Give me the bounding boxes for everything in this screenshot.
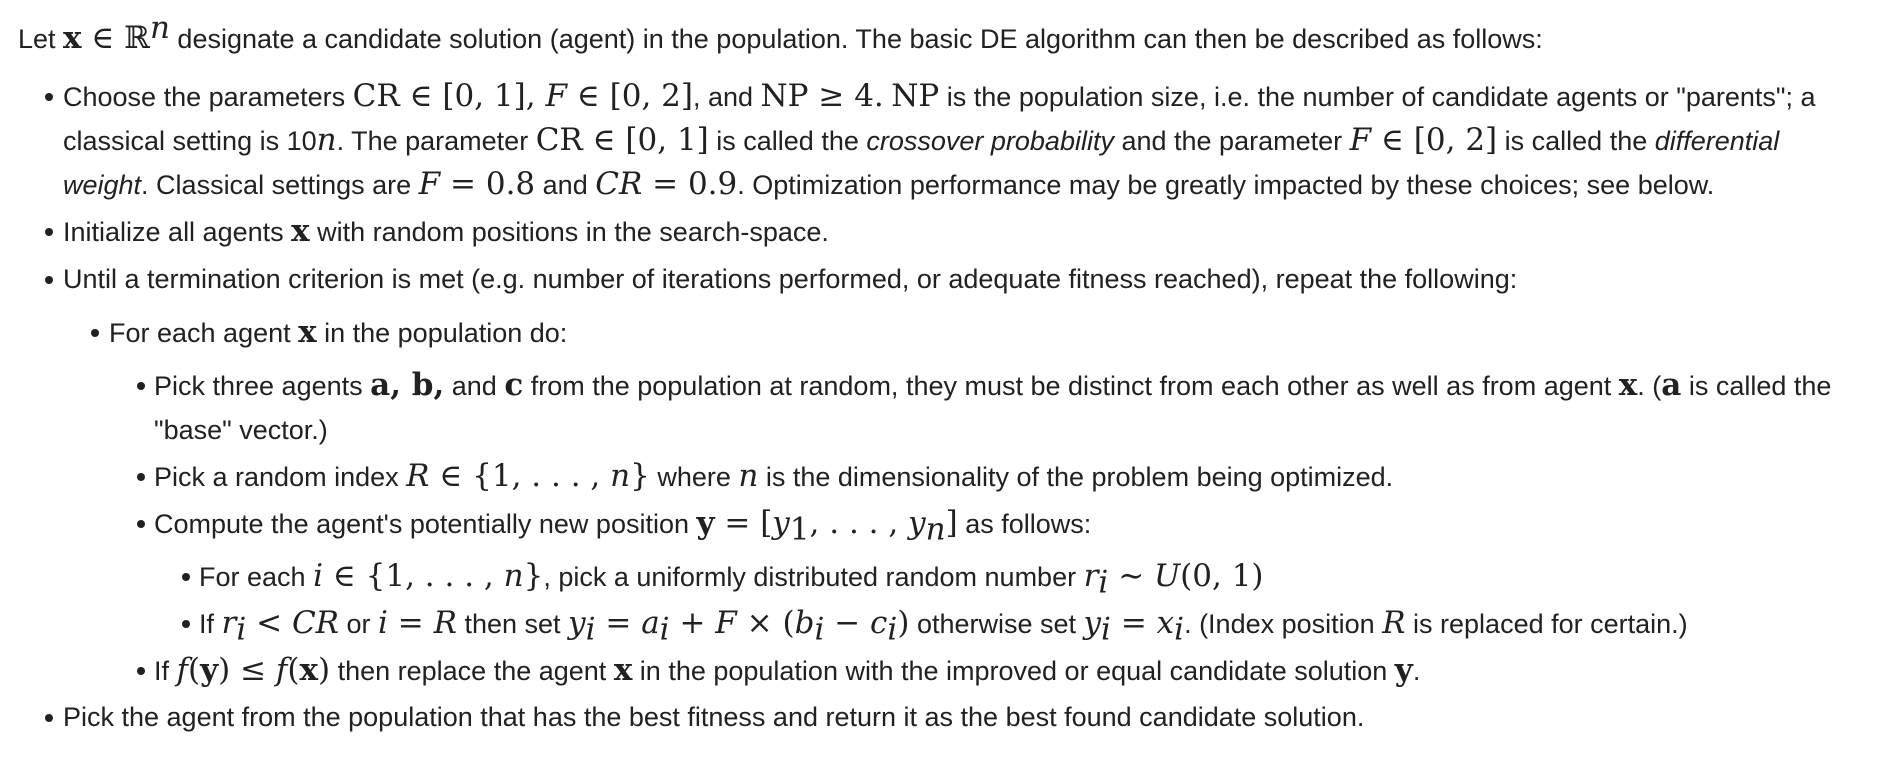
math-symbol: a — [1661, 367, 1682, 403]
math-symbol: ] — [945, 505, 958, 541]
math-symbol: y — [696, 505, 715, 541]
math-symbol: ) — [317, 652, 331, 688]
math-symbol: − — [824, 605, 871, 641]
math-symbol: ∈ ℝ — [81, 20, 150, 56]
math-symbol: a — [641, 605, 660, 641]
math-symbol: y — [568, 605, 586, 641]
text-run: is the population size, i.e. the number of candidate agents or "parents"; a — [939, 82, 1816, 112]
bullet-icon — [45, 714, 53, 722]
math-symbol: x — [299, 652, 318, 688]
text-run: Choose the parameters — [63, 82, 353, 112]
text-run: is replaced for certain.) — [1405, 609, 1688, 639]
bullet-icon — [45, 228, 53, 236]
text-run: . The parameter — [336, 126, 536, 156]
emphasis-text: weight — [63, 170, 142, 200]
list-item-text — [63, 76, 1816, 117]
list-item-text — [154, 456, 1393, 497]
math-symbol: = — [595, 605, 642, 641]
text-run: , and — [692, 82, 761, 112]
bullet-icon — [137, 382, 145, 390]
math-symbol: c — [504, 367, 524, 403]
math-symbol: x — [63, 20, 82, 56]
text-run: as follows: — [957, 509, 1092, 539]
text-run: is the dimensionality of the problem being optimized. — [758, 462, 1394, 492]
text-run: is called the — [708, 126, 867, 156]
math-symbol: + — [669, 605, 716, 641]
list-item-text — [109, 312, 567, 353]
math-subscript: i — [236, 611, 247, 648]
math-symbol: r — [1083, 558, 1099, 594]
text-run: , pick a uniformly distributed random number — [543, 562, 1084, 592]
text-run: is called the — [1681, 371, 1832, 401]
text-run: with random positions in the search-space. — [309, 217, 829, 247]
math-symbol: F — [715, 605, 737, 641]
math-symbol: ∈ [0, 2] — [1371, 122, 1498, 158]
text-run: Initialize all agents — [63, 217, 292, 247]
math-symbol: y — [1394, 652, 1413, 688]
math-subscript: i — [814, 611, 825, 648]
math-subscript: i — [659, 611, 670, 648]
math-symbol: CR ∈ [0, 1] — [535, 122, 709, 158]
math-symbol: b — [794, 605, 815, 641]
bullet-icon — [45, 93, 53, 101]
text-run: . (Index position — [1184, 609, 1383, 639]
math-symbol: R — [433, 605, 457, 641]
math-symbol: a, b, — [370, 367, 445, 403]
list-item-text — [63, 211, 829, 252]
math-subscript: n — [925, 511, 946, 548]
bullet-icon — [45, 276, 53, 284]
math-symbol: CR — [291, 605, 340, 641]
math-symbol: ∈ {1, . . . , — [429, 458, 611, 494]
math-symbol: (0, 1) — [1180, 558, 1264, 594]
list-item-text — [199, 603, 1688, 648]
math-symbol: x — [1618, 367, 1638, 403]
list-item-text — [154, 650, 1420, 691]
math-symbol: ∈ [0, 2] — [566, 78, 693, 114]
math-symbol: = — [1110, 605, 1157, 641]
math-symbol: i — [378, 605, 388, 641]
text-run: If — [199, 609, 222, 639]
bullet-icon — [91, 329, 99, 337]
text-run: Pick three agents — [154, 371, 371, 401]
math-symbol: ∈ {1, . . . , — [322, 558, 504, 594]
math-symbol: y — [200, 652, 219, 688]
math-symbol: n — [610, 458, 631, 494]
bullet-icon — [137, 473, 145, 481]
math-symbol: = 0.8 — [440, 166, 536, 202]
math-symbol: < — [246, 605, 292, 641]
math-symbol: i — [313, 558, 323, 594]
math-symbol: c — [870, 605, 888, 641]
text-run: in the population with the improved or equal candidate solution — [632, 656, 1395, 686]
text-run: then replace the agent — [330, 656, 614, 686]
list-item-text — [63, 697, 1364, 737]
text-run: . Optimization performance may be greatly impacted by these choices; see below. — [737, 170, 1715, 200]
text-run: For each agent — [109, 318, 299, 348]
text-run: and — [444, 371, 505, 401]
text-run: and the parameter — [1113, 126, 1350, 156]
text-run: from the population at random, they must be distinct from each other as well as from agent — [523, 371, 1619, 401]
math-subscript: 1 — [789, 511, 810, 548]
text-run: Pick a random index — [154, 462, 407, 492]
math-symbol: ∼ — [1108, 558, 1155, 594]
text-run: For each — [199, 562, 314, 592]
math-symbol: ) — [897, 605, 910, 641]
math-symbol: x — [298, 314, 317, 350]
math-symbol: y — [772, 505, 790, 541]
math-symbol: f — [275, 652, 288, 688]
math-symbol: r — [221, 605, 237, 641]
math-symbol: ) ≤ — [218, 652, 276, 688]
math-symbol: n — [738, 458, 759, 494]
list-item-text — [63, 164, 1714, 205]
text-run: where — [649, 462, 739, 492]
math-symbol: } — [630, 458, 650, 494]
math-symbol: CR ∈ [0, 1], — [352, 78, 546, 114]
math-superscript: n — [149, 10, 170, 46]
math-symbol: y — [1083, 605, 1102, 641]
math-symbol: y — [908, 505, 926, 541]
bullet-icon — [182, 573, 190, 581]
math-subscript: i — [585, 611, 596, 648]
math-symbol: } — [523, 558, 544, 594]
bullet-icon — [182, 620, 190, 628]
text-run: If — [154, 656, 177, 686]
math-subscript: i — [1101, 611, 1111, 648]
list-item-text — [154, 410, 328, 450]
math-symbol: , . . . , — [809, 505, 909, 541]
text-run: then set — [456, 609, 569, 639]
math-symbol: R — [406, 458, 430, 494]
math-symbol: F — [418, 166, 441, 202]
math-symbol: NP — [891, 78, 940, 114]
math-subscript: i — [1098, 564, 1109, 601]
math-symbol: x — [613, 652, 633, 688]
math-symbol: = 0.9 — [642, 166, 738, 202]
math-symbol: = [ — [714, 505, 773, 541]
text-run: Compute the agent's potentially new position — [154, 509, 697, 539]
math-symbol: ( — [287, 652, 300, 688]
text-run: designate a candidate solution (agent) in the population. The basic DE algorithm can then be described as follows: — [169, 24, 1543, 54]
text-run: . Classical settings are — [141, 170, 419, 200]
list-item-text — [154, 503, 1092, 548]
math-symbol: f — [176, 652, 188, 688]
math-symbol: × ( — [736, 605, 795, 641]
list-item-text — [63, 259, 1517, 299]
math-symbol: F — [1349, 122, 1372, 158]
text-run: is called the — [1497, 126, 1655, 156]
math-symbol: ( — [188, 652, 201, 688]
text-run: "base" vector.) — [154, 415, 328, 445]
text-run: Let — [18, 24, 64, 54]
math-symbol: x — [291, 213, 310, 249]
math-symbol: R — [1382, 605, 1406, 641]
text-run: classical setting is 10 — [63, 126, 317, 156]
math-symbol: n — [503, 558, 524, 594]
list-item-text — [199, 556, 1264, 601]
text-run: . ( — [1637, 371, 1662, 401]
intro-text — [18, 10, 1543, 59]
math-symbol: F — [545, 78, 567, 114]
math-symbol: = — [387, 605, 434, 641]
math-symbol: CR — [595, 166, 643, 202]
text-run: or — [339, 609, 379, 639]
list-item-text — [63, 120, 1779, 161]
emphasis-text: crossover probability — [866, 126, 1114, 156]
emphasis-text: differential — [1654, 126, 1780, 156]
math-symbol: x — [1156, 605, 1175, 641]
list-item-text — [154, 365, 1831, 406]
bullet-icon — [137, 520, 145, 528]
text-run: Pick the agent from the population that has the best fitness and return it as the best found candidate solution. — [63, 702, 1365, 732]
text-run: Until a termination criterion is met (e.g. number of iterations performed, or adequate fitness reached), repeat the following: — [63, 264, 1518, 294]
math-symbol: n — [316, 122, 337, 158]
text-run: otherwise set — [909, 609, 1084, 639]
math-subscript: i — [1174, 611, 1185, 648]
bullet-icon — [137, 667, 145, 675]
text-run: in the population do: — [316, 318, 568, 348]
text-run: . — [1412, 656, 1421, 686]
math-subscript: i — [887, 611, 898, 648]
math-symbol: U — [1154, 558, 1181, 594]
math-symbol: NP ≥ 4. — [760, 78, 884, 114]
text-run: and — [535, 170, 596, 200]
